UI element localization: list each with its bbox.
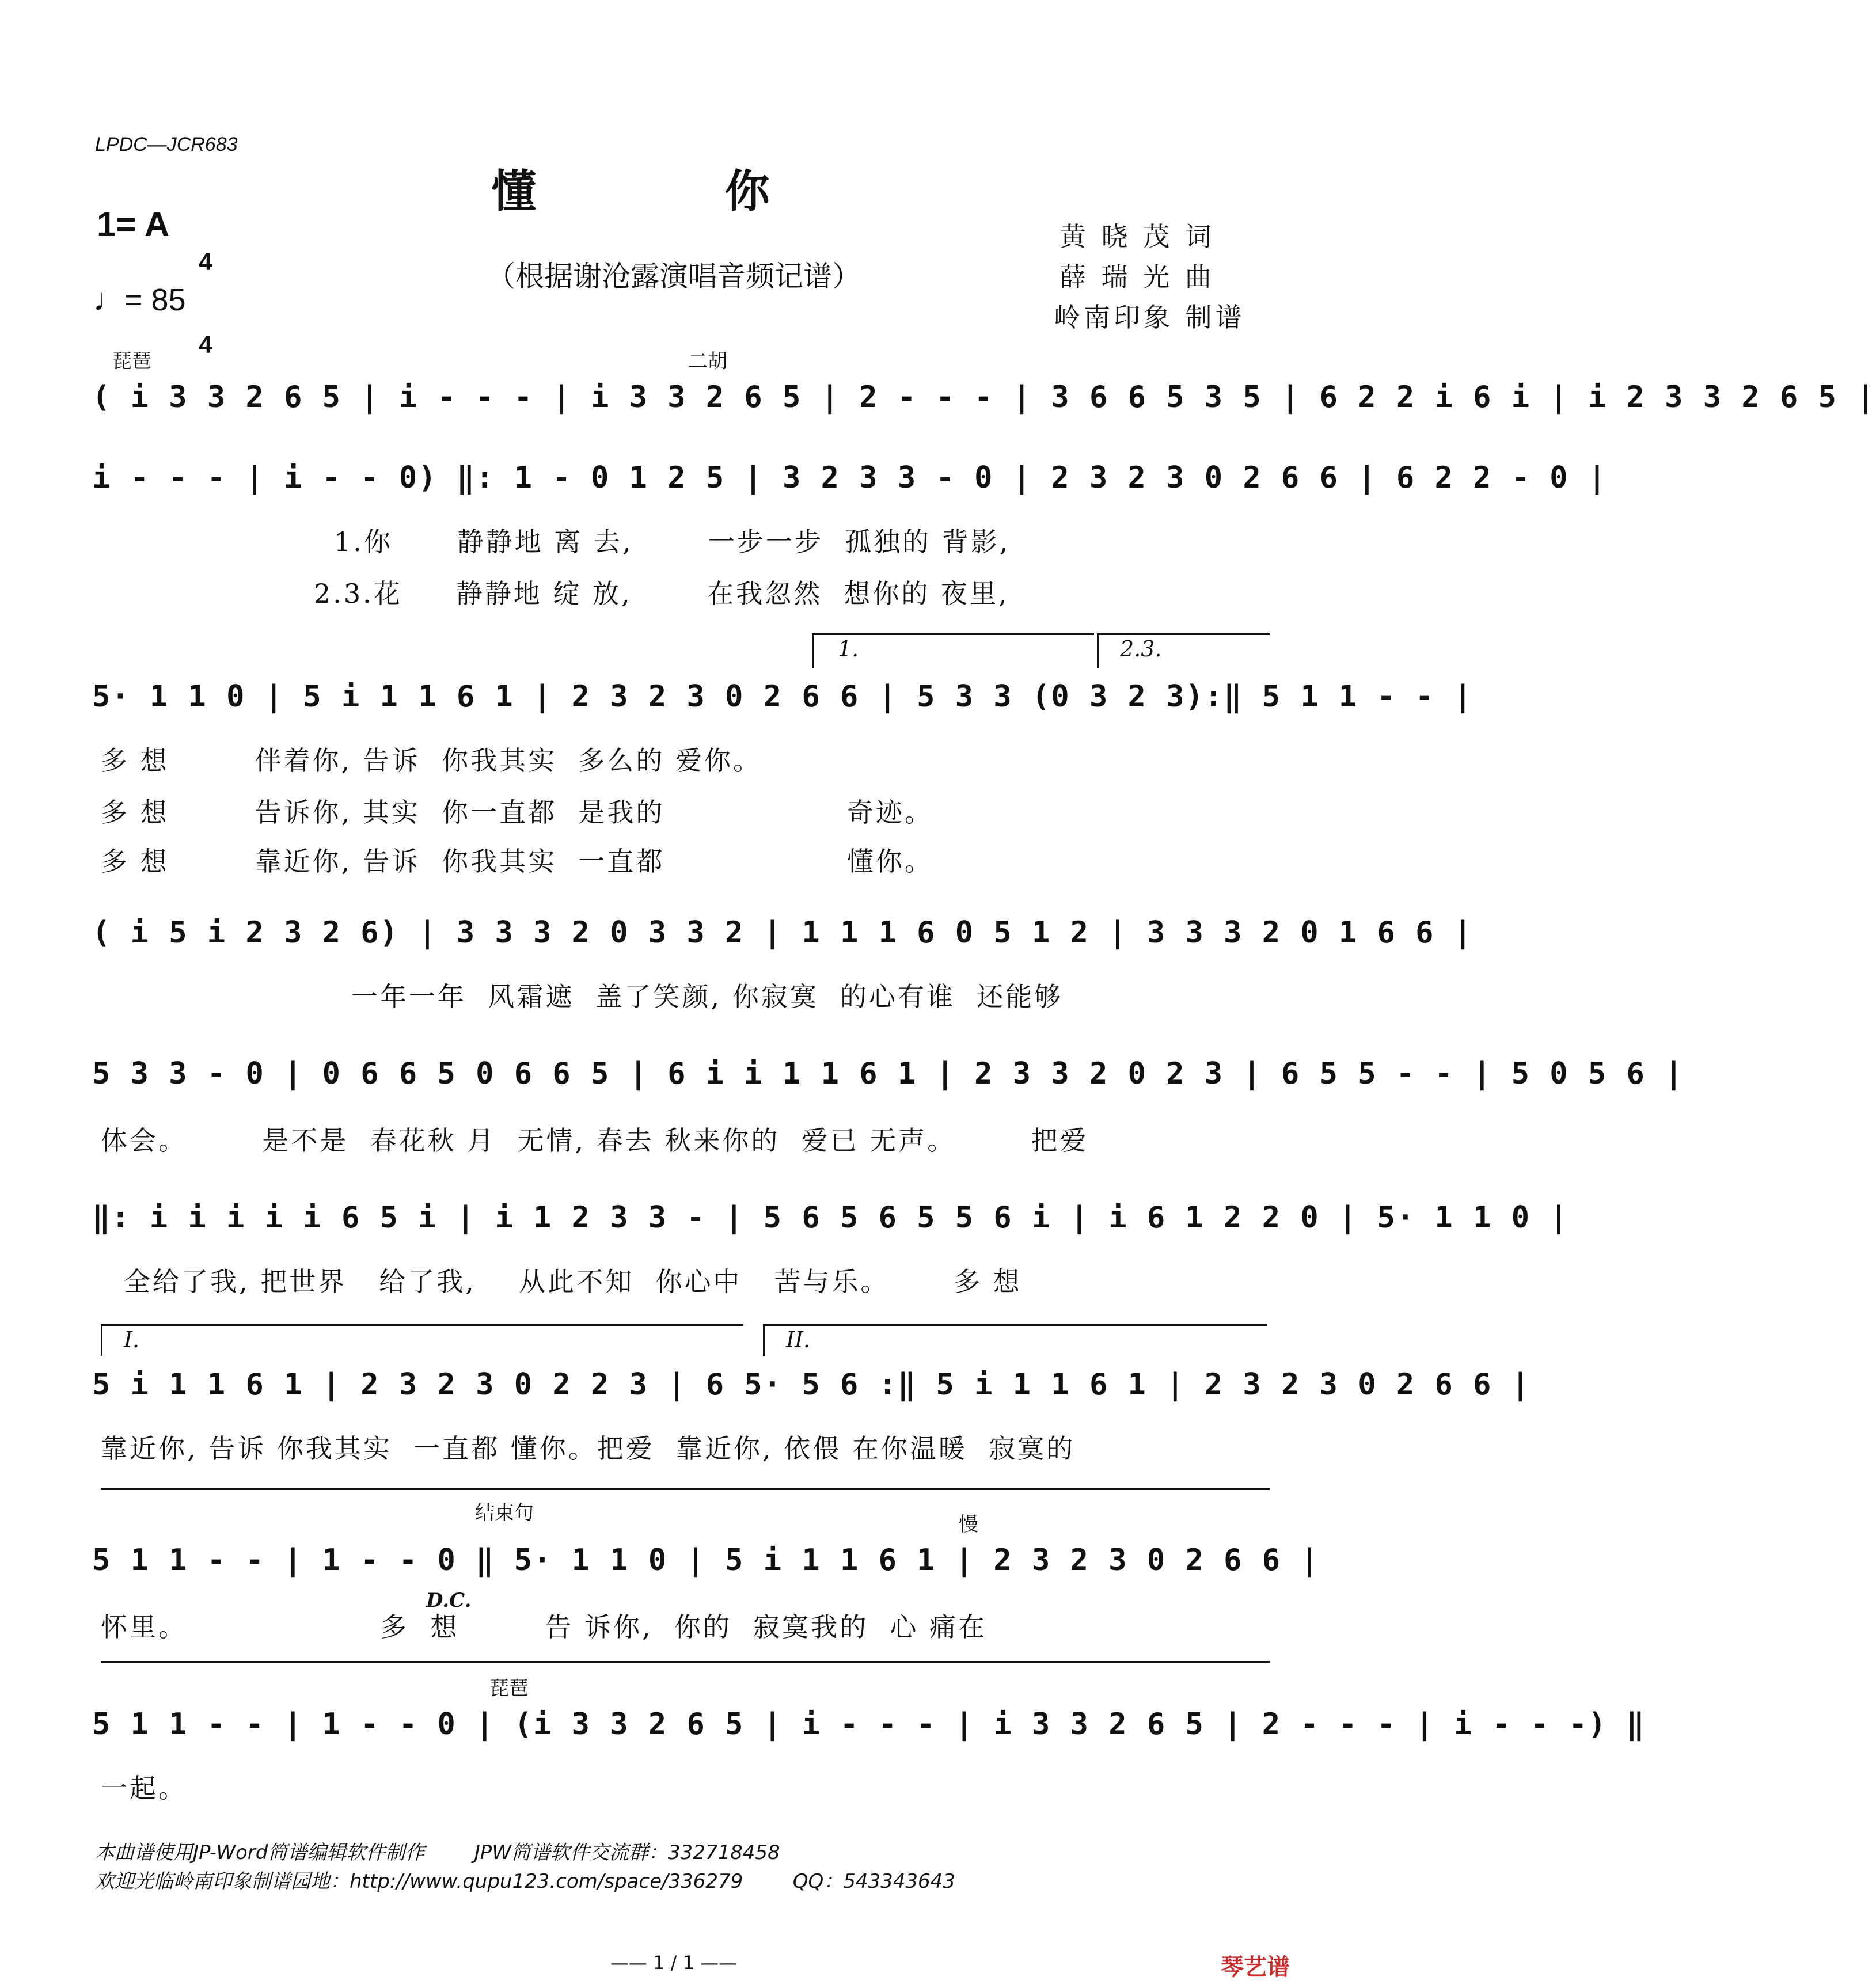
pipa-label: 琵琶 [112, 350, 151, 373]
lyric-line-8: 怀里。 多 想 告 诉你, 你的 寂寞我的 心 痛在 [101, 1611, 988, 1643]
score-line-2: i - - - | i - - 0) ‖: 1 - 0 1 2 5 | 3 2 3 3 - 0 | 2 3 2 3 0 2 6 6 | 6 2 2 - 0 | [92, 461, 1608, 495]
ending-I-label: I. [124, 1327, 140, 1352]
ending-I-bracket [101, 1324, 743, 1332]
song-title: 懂 你 [491, 165, 856, 218]
lyric-line-2b: 2.3.花 静静地 绽 放, 在我忽然 想你的 夜里, [314, 578, 1009, 609]
time-signature-top: 4 [199, 248, 212, 275]
ending-1-label: 1. [838, 636, 859, 662]
page-number: —— 1 / 1 —— [610, 1952, 738, 1974]
score-code: LPDC—JCR683 [95, 134, 238, 155]
time-signature [199, 193, 212, 386]
ending-I-bracket-edge [101, 1324, 102, 1356]
pipa-label-2: 琵琶 [489, 1677, 529, 1700]
score-line-8: 5 1 1 - - | 1 - - 0 ‖ 5· 1 1 0 | 5 i 1 1 6 1 | 2 3 2 3 0 2 6 6 | [92, 1543, 1320, 1578]
final-rule [101, 1661, 1270, 1663]
tempo-marking: ♩= 85 [93, 283, 186, 317]
erhu-label: 二胡 [688, 350, 727, 373]
lyric-line-3c: 多 想 靠近你, 告诉 你我其实 一直都 懂你。 [101, 846, 933, 877]
footer-line-2: 欢迎光临岭南印象制谱园地：http://www.qupu123.com/space/336279 QQ：543343643 [95, 1870, 955, 1893]
lyric-line-3b: 多 想 告诉你, 其实 你一直都 是我的 奇迹。 [101, 797, 933, 828]
key-signature: 1= A [97, 205, 170, 244]
ending-1-bracket-edge [812, 633, 814, 668]
score-line-1: ( i 3 3 2 6 5 | i - - - | i 3 3 2 6 5 | 2 - - - | 3 6 6 5 3 5 | 6 2 2 i 6 i | i 2 3 3 2 6 5 | [92, 380, 1876, 415]
lyric-line-2a: 1.你 静静地 离 去, 一步一步 孤独的 背影, [334, 526, 1011, 557]
ending-II-bracket [763, 1324, 1267, 1332]
time-signature-bottom: 4 [199, 331, 212, 358]
lyric-line-6: 全给了我, 把世界 给了我, 从此不知 你心中 苦与乐。 多 想 [124, 1266, 1022, 1297]
score-line-3: 5· 1 1 0 | 5 i 1 1 6 1 | 2 3 2 3 0 2 6 6 | 5 3 3 (0 3 2 3):‖ 5 1 1 - - | [92, 679, 1474, 714]
composer-credit: 薛 瑞 光 曲 [1059, 261, 1215, 292]
transcriber-credit: 岭南印象 制谱 [1054, 302, 1245, 333]
score-line-7: 5 i 1 1 6 1 | 2 3 2 3 0 2 2 3 | 6 5· 5 6 :‖ 5 i 1 1 6 1 | 2 3 2 3 0 2 6 6 | [92, 1367, 1531, 1402]
score-line-4: ( i 5 i 2 3 2 6) | 3 3 3 2 0 3 3 2 | 1 1 1 6 0 5 1 2 | 3 3 3 2 0 1 6 6 | [92, 915, 1474, 950]
coda-rule [101, 1488, 1270, 1490]
lyricist-credit: 黄 晓 茂 词 [1059, 221, 1215, 252]
ending-II-bracket-edge [763, 1324, 765, 1356]
score-line-9: 5 1 1 - - | 1 - - 0 | (i 3 3 2 6 5 | i - - - | i 3 3 2 6 5 | 2 - - - | i - - -) ‖ [92, 1707, 1646, 1742]
footer-line-1: 本曲谱使用JP-Word简谱编辑软件制作 JPW简谱软件交流群：332718458 [95, 1841, 780, 1864]
lyric-line-4: 一年一年 风霜遮 盖了笑颜, 你寂寞 的心有谁 还能够 [351, 981, 1064, 1012]
score-line-5: 5 3 3 - 0 | 0 6 6 5 0 6 6 5 | 6 i i 1 1 6 1 | 2 3 3 2 0 2 3 | 6 5 5 - - | 5 0 5 6 | [92, 1056, 1684, 1091]
lyric-line-7: 靠近你, 告诉 你我其实 一直都 懂你。把爱 靠近你, 依偎 在你温暖 寂寞的 [101, 1433, 1076, 1464]
lyric-line-5: 体会。 是不是 春花秋 月 无情, 春去 秋来你的 爱已 无声。 把爱 [101, 1125, 1089, 1156]
song-subtitle: （根据谢沧露演唱音频记谱） [487, 260, 861, 293]
ending-23-label: 2.3. [1120, 636, 1162, 662]
slow-marking: 慢 [959, 1513, 978, 1536]
score-line-6: ‖: i i i i i 6 5 i | i 1 2 3 3 - | 5 6 5 6 5 5 6 i | i 6 1 2 2 0 | 5· 1 1 0 | [92, 1200, 1569, 1235]
lyric-line-9: 一起。 [101, 1773, 187, 1804]
ending-23-bracket-edge [1097, 633, 1099, 668]
dc-marking: D.C. [426, 1589, 472, 1612]
lyric-line-3a: 多 想 伴着你, 告诉 你我其实 多么的 爱你。 [101, 745, 762, 776]
brand-watermark: 琴艺谱 [1221, 1954, 1290, 1981]
ending-II-label: II. [786, 1327, 811, 1352]
coda-label: 结束句 [475, 1502, 534, 1525]
